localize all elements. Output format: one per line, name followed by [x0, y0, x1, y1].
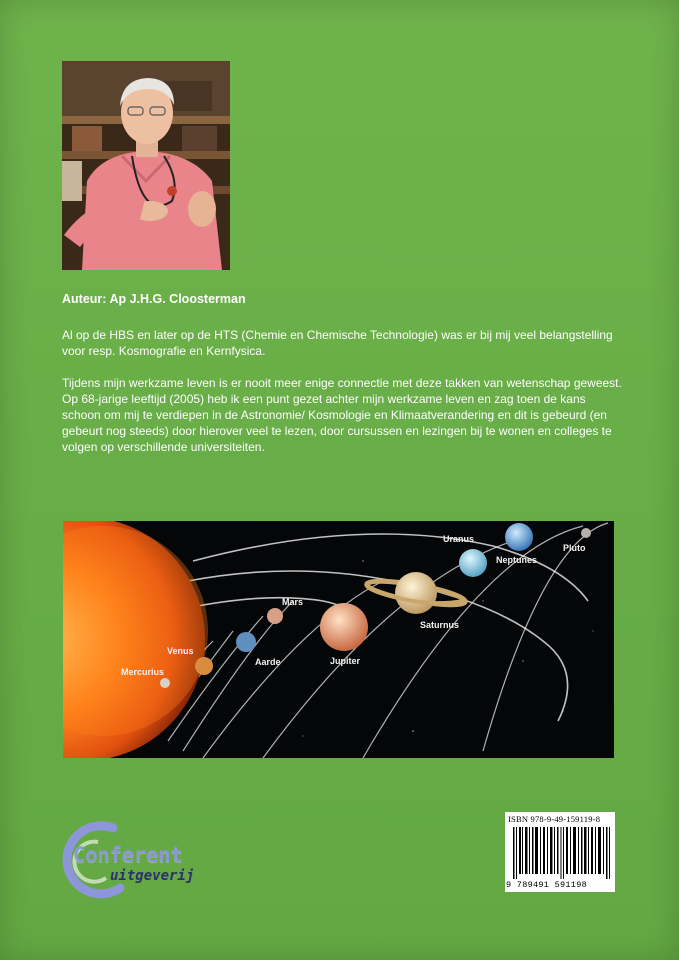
uranus-planet — [459, 549, 487, 577]
solar-system-image — [63, 521, 614, 758]
author-photo — [62, 61, 230, 270]
mercurius-label: Mercurius — [121, 667, 165, 677]
aarde-planet — [236, 632, 256, 652]
saturnus-label: Saturnus — [420, 620, 460, 630]
jupiter-planet — [320, 603, 368, 651]
isbn-label: ISBN 978-9-49-159119-8 — [508, 814, 601, 824]
venus-planet — [195, 657, 213, 675]
aarde-label: Aarde — [255, 657, 281, 667]
author-name: Auteur: Ap J.H.G. Cloosterman — [62, 292, 246, 306]
mars-planet — [267, 608, 283, 624]
publisher-name: Conferent — [73, 843, 183, 867]
barcode — [513, 827, 613, 879]
publisher-subtitle: uitgeverij — [110, 868, 195, 884]
pluto-planet — [581, 528, 591, 538]
mercurius-planet — [160, 678, 170, 688]
venus-label: Venus — [167, 646, 194, 656]
uranus-label: Uranus — [443, 534, 475, 544]
pluto-label: Pluto — [563, 543, 586, 553]
mars-label: Mars — [282, 597, 304, 607]
bio-paragraph-1: Al op de HBS en later op de HTS (Chemie en Chemische Technologie) was er bij mij veel belangstelling voor resp. Kosmografie en Kernfysica. — [62, 328, 613, 358]
isbn-digits: 9 789491 591198 — [506, 880, 588, 890]
neptunes-planet — [505, 523, 533, 551]
bio-paragraph-2: Tijdens mijn werkzame leven is er nooit meer enige connectie met deze takken van wetenschap geweest. Op 68-jarige leeftijd (2005) heb ik een punt gezet achter mijn werkzame leven en zag toen de kans schoon om mij te verdiepen in de Astronomie/ Kosmologie en Klimaatverandering en dit is gebeurd (en gebeurt nog steeds) door hierover veel te lezen, door cursussen en lezingen bij te wonen en colleges te volgen op verschillende universiteiten. — [62, 376, 622, 454]
jupiter-label: Jupiter — [330, 656, 361, 666]
neptunes-label: Neptunes — [496, 555, 538, 565]
